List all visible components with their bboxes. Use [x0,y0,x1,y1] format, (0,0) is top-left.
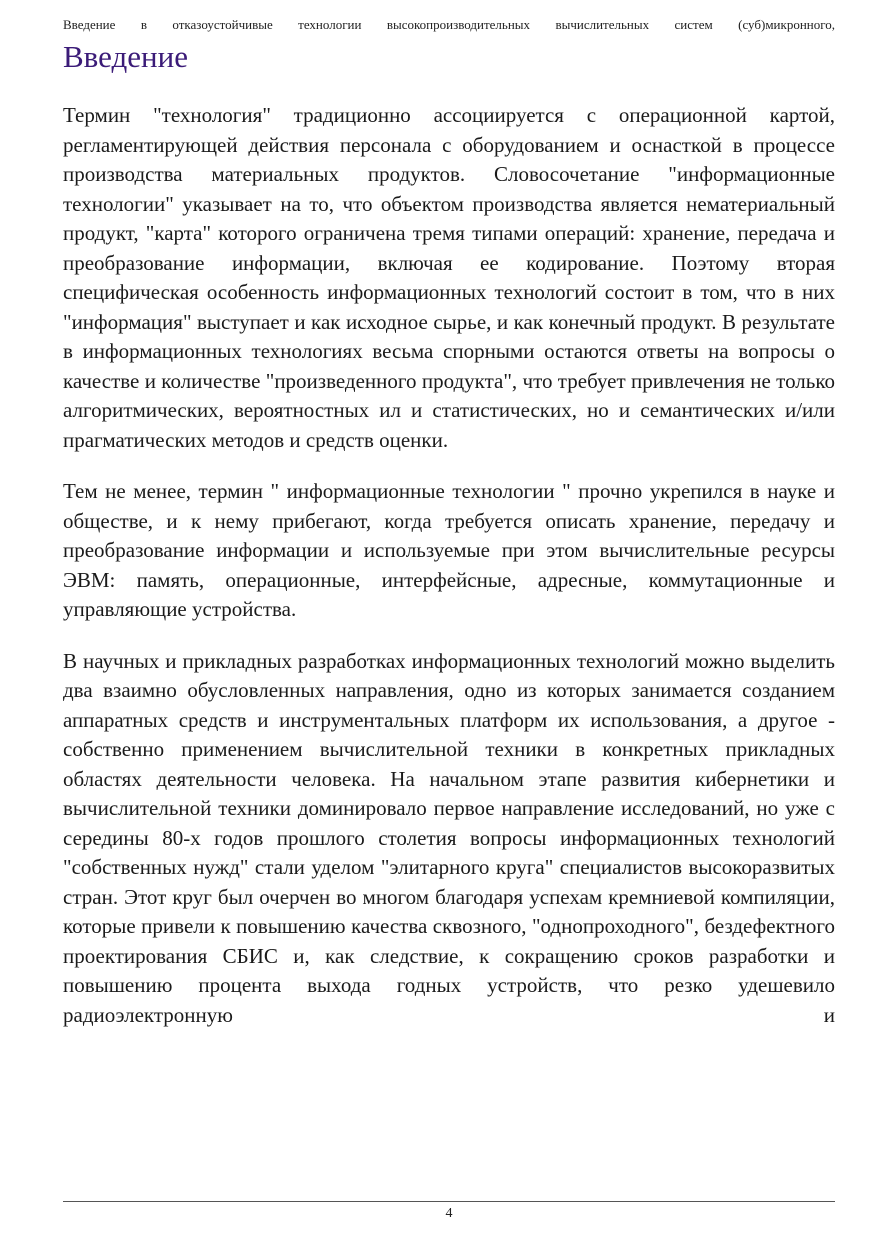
body-text [63,101,835,1052]
page-number: 4 [445,1206,453,1221]
paragraph-1: Термин "технология" традиционно ассоциируется с операционной картой, регламентирующей действия персонала с оборудованием и оснасткой в процессе производства материальных продуктов. Словосочетание "информационные технологии" указывает на то, что объектом производства является нематериальный продукт, "карта" которого ограничена тремя типами операций: хранение, передача и преобразование информации, включая ее кодирование. Поэтому вторая специфическая особенность информационных технологий состоит в том, что в них "информация" выступает и как исходное сырье, и как конечный продукт. В результате в информационных технологиях весьма спорными остаются ответы на вопросы о качестве и количестве "произведенного продукта", что требует привлечения не только алгоритмических, вероятностных ил и статистических, но и семантических и/или прагматических методов и средств оценки. [63,103,835,452]
paragraph-2: Тем не менее, термин " информационные технологии " прочно укрепился в науке и обществе, и к нему прибегают, когда требуется описать хранение, передачу и преобразование информации и используемые при этом вычислительные ресурсы ЭВМ: память, операционные, интерфейсные, адресные, коммутационные и управляющие устройства. [63,479,835,621]
running-header: Введение в отказоустойчивые технологии высокопроизводительных вычислительных систем (суб)микронного, [63,17,835,32]
section-title: Введение [63,39,188,74]
document-page [63,0,835,1241]
paragraph-3: В научных и прикладных разработках информационных технологий можно выделить два взаимно обусловленных направления, одно из которых занимается созданием аппаратных средств и инструментальных платформ их использования, а другое - собственно применением вычислительной техники в конкретных прикладных областях деятельности человека. На начальном этапе развития кибернетики и вычислительной техники доминировало первое направление исследований, но уже с середины 80-х годов прошлого столетия вопросы информационных технологий "собственных нужд" стали уделом "элитарного круга" специалистов высокоразвитых стран. Этот круг был очерчен во многом благодаря успехам кремниевой компиляции, которые привели к повышению качества сквозного, "однопроходного", бездефектного проектирования СБИС и, как следствие, к сокращению сроков разработки и повышению процента выхода годных устройств, что резко удешевило радиоэлектронную и [63,648,835,1027]
footer-divider [63,1201,835,1202]
